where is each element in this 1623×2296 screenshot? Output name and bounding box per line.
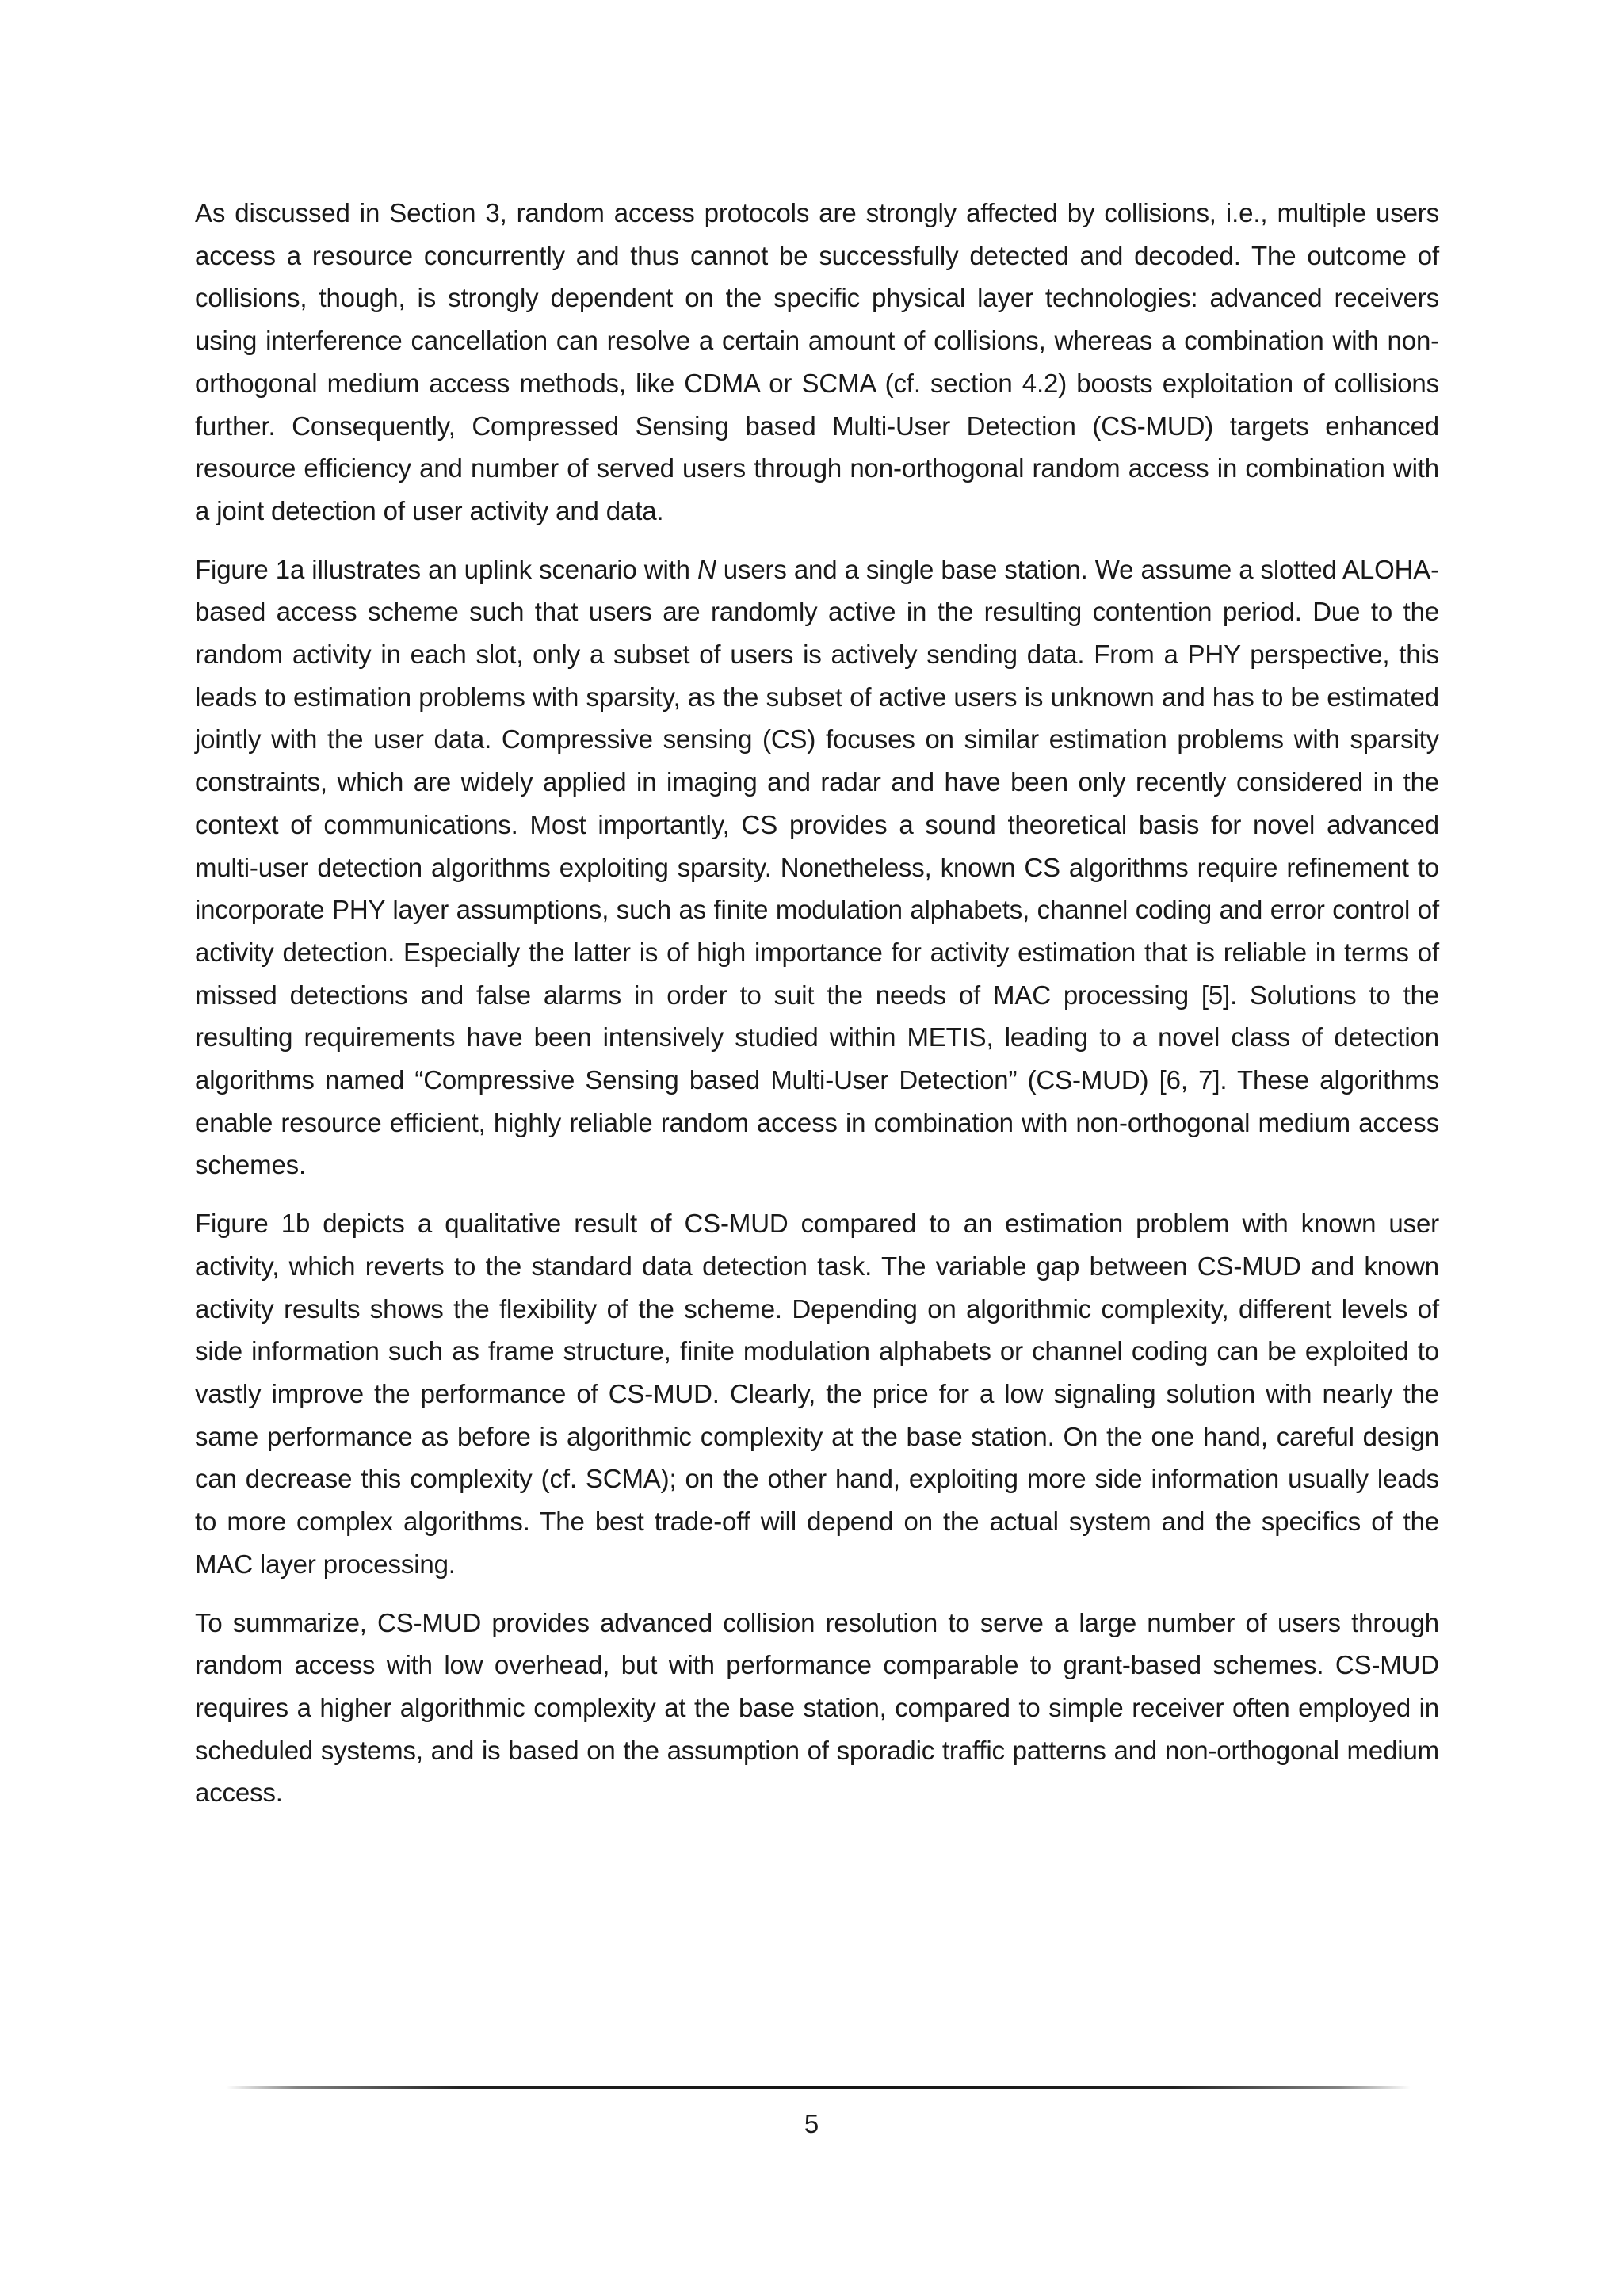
paragraph-summary [195,1602,1439,1815]
page-number: 5 [804,2109,819,2138]
italic-variable-n: N [697,554,716,584]
paragraph-uplink-scenario [195,548,1439,1187]
body-text [195,192,1439,1830]
footer-divider [226,2086,1411,2089]
paragraph-text: As discussed in Section 3, random access protocols are strongly affected by collisions, i.e., multiple users access a resource concurrently and thus cannot be successfully detected and decoded. The outcome of collisions, though, is strongly dependent on the specific physical layer technologies: advanced receivers using interference cancellation can resolve a certain amount of collisions, whereas a combination with non-orthogonal medium access methods, like CDMA or SCMA (cf. section 4.2) boosts exploitation of collisions further. Consequently, Compressed Sensing based Multi-User Detection (CS-MUD) targets enhanced resource efficiency and number of served users through non-orthogonal random access in combination with a joint detection of user activity and data. [195,198,1439,525]
paragraph-text: Figure 1b depicts a qualitative result of CS-MUD compared to an estimation problem with known user activity, which reverts to the standard data detection task. The variable gap between CS-MUD and known activity results shows the flexibility of the scheme. Depending on algorithmic complexity, different levels of side information such as frame structure, finite modulation alphabets or channel coding can be exploited to vastly improve the performance of CS-MUD. Clearly, the price for a low signaling solution with nearly the same performance as before is algorithmic complexity at the base station. On the one hand, careful design can decrease this complexity (cf. SCMA); on the other hand, exploiting more side information usually leads to more complex algorithms. The best trade-off will depend on the actual system and the specifics of the MAC layer processing. [195,1209,1439,1579]
paragraph-qualitative-result [195,1202,1439,1585]
paragraph-collisions-intro [195,192,1439,533]
paragraph-text: users and a single base station. We assume a slotted ALOHA-based access scheme such that users are randomly active in the resulting contention period. Due to the random activity in each slot, only a subset of users is actively sending data. From a PHY perspective, this leads to estimation problems with sparsity, as the subset of active users is unknown and has to be estimated jointly with the user data. Compressive sensing (CS) focuses on similar estimation problems with sparsity constraints, which are widely applied in imaging and radar and have been only recently considered in the context of communications. Most importantly, CS provides a sound theoretical basis for novel advanced multi-user detection algorithms exploiting sparsity. Nonetheless, known CS algorithms require refinement to incorporate PHY layer assumptions, such as finite modulation alphabets, channel coding and error control of activity detection. Especially the latter is of high importance for activity estimation that is reliable in terms of missed detections and false alarms in order to suit the needs of MAC processing [5]. Solutions to the resulting requirements have been intensively studied within METIS, leading to a novel class of detection algorithms named “Compressive Sensing based Multi-User Detection” (CS-MUD) [6, 7]. These algorithms enable resource efficient, highly reliable random access in combination with non-orthogonal medium access schemes. [195,554,1439,1180]
paragraph-text: Figure 1a illustrates an uplink scenario with [195,554,697,584]
paragraph-text: To summarize, CS-MUD provides advanced collision resolution to serve a large number of users through random access with low overhead, but with performance comparable to grant-based schemes. CS-MUD requires a higher algorithmic complexity at the base station, compared to simple receiver often employed in scheduled systems, and is based on the assumption of sporadic traffic patterns and non-orthogonal medium access. [195,1607,1439,1808]
